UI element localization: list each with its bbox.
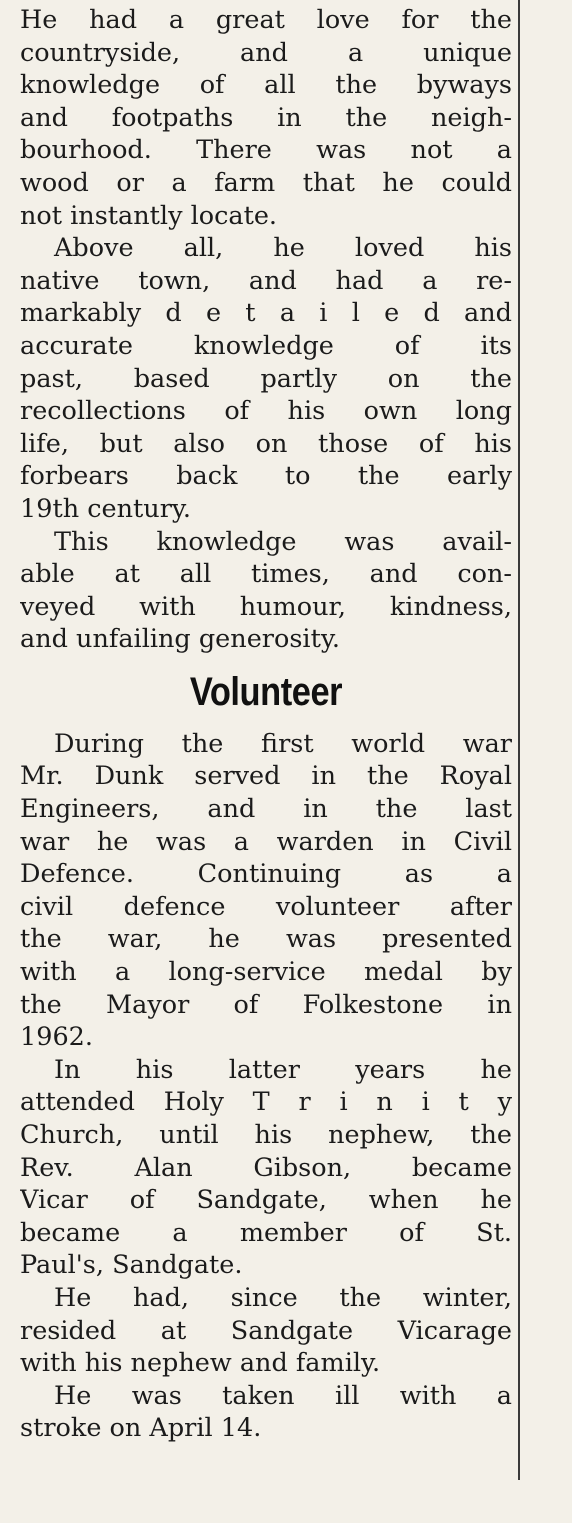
text-line: able at all times, and con- <box>20 559 512 590</box>
text-line: Vicar of Sandgate, when he <box>20 1185 512 1216</box>
text-line: with a long-service medal by <box>20 957 512 988</box>
text-line: the war, he was presented <box>20 924 512 955</box>
text-line: stroke on April 14. <box>20 1413 262 1444</box>
text-line: 19th century. <box>20 493 192 524</box>
text-line: Church, until his nephew, the <box>20 1120 512 1150</box>
paragraph <box>20 232 512 525</box>
text-line: He was taken ill with a <box>54 1380 512 1411</box>
text-line: Mr. Dunk served in the Royal <box>20 761 512 792</box>
text-line: and unfailing generosity. <box>20 624 340 655</box>
text-line: Engineers, and in the last <box>20 794 512 825</box>
text-line: native town, and had a re- <box>20 265 512 296</box>
text-line: not instantly locate. <box>20 200 278 231</box>
column-rule <box>518 0 520 1480</box>
text-line: wood or a farm that he could <box>20 167 512 198</box>
text-line: life, but also on those of his <box>20 428 512 459</box>
text-line: countryside, and a unique <box>20 37 512 68</box>
text-line: accurate knowledge of its <box>20 330 512 361</box>
text-line: the Mayor of Folkestone in <box>20 989 512 1020</box>
text-line: This knowledge was avail- <box>54 526 512 557</box>
text-line: and footpaths in the neigh- <box>20 102 512 133</box>
text-line: He had, since the winter, <box>54 1282 512 1313</box>
text-line: with his nephew and family. <box>20 1348 381 1379</box>
text-line: He had a great love for the <box>20 5 512 35</box>
text-line: In his latter years he <box>54 1054 512 1085</box>
text-line: forbears back to the early <box>20 461 512 492</box>
text-line: attended Holy T r i n i t y <box>20 1087 512 1118</box>
text-line: markably d e t a i l e d and <box>20 298 512 329</box>
text-line: resided at Sandgate Vicarage <box>20 1315 512 1346</box>
text-line: bourhood. There was not a <box>20 135 512 166</box>
text-line: knowledge of all the byways <box>20 70 512 101</box>
paragraph <box>20 1054 512 1282</box>
section-heading: Volunteer <box>189 669 343 714</box>
article-column <box>20 4 512 1445</box>
text-line: became a member of St. <box>20 1217 512 1248</box>
text-line: veyed with humour, kindness, <box>20 591 512 622</box>
paragraph <box>20 4 512 232</box>
text-line: recollections of his own long <box>20 396 512 427</box>
paragraph <box>20 526 512 656</box>
paragraph <box>20 1380 512 1445</box>
text-line: Paul's, Sandgate. <box>20 1250 243 1281</box>
text-line: war he was a warden in Civil <box>20 826 512 857</box>
text-line: 1962. <box>20 1022 94 1053</box>
text-line: past, based partly on the <box>20 363 512 394</box>
text-line: Rev. Alan Gibson, became <box>20 1152 512 1183</box>
paragraph <box>20 728 512 1054</box>
text-line: civil defence volunteer after <box>20 891 512 922</box>
text-line: Defence. Continuing as a <box>20 859 512 890</box>
text-line: During the first world war <box>54 728 512 759</box>
text-line: Above all, he loved his <box>54 233 512 264</box>
paragraph <box>20 1282 512 1380</box>
